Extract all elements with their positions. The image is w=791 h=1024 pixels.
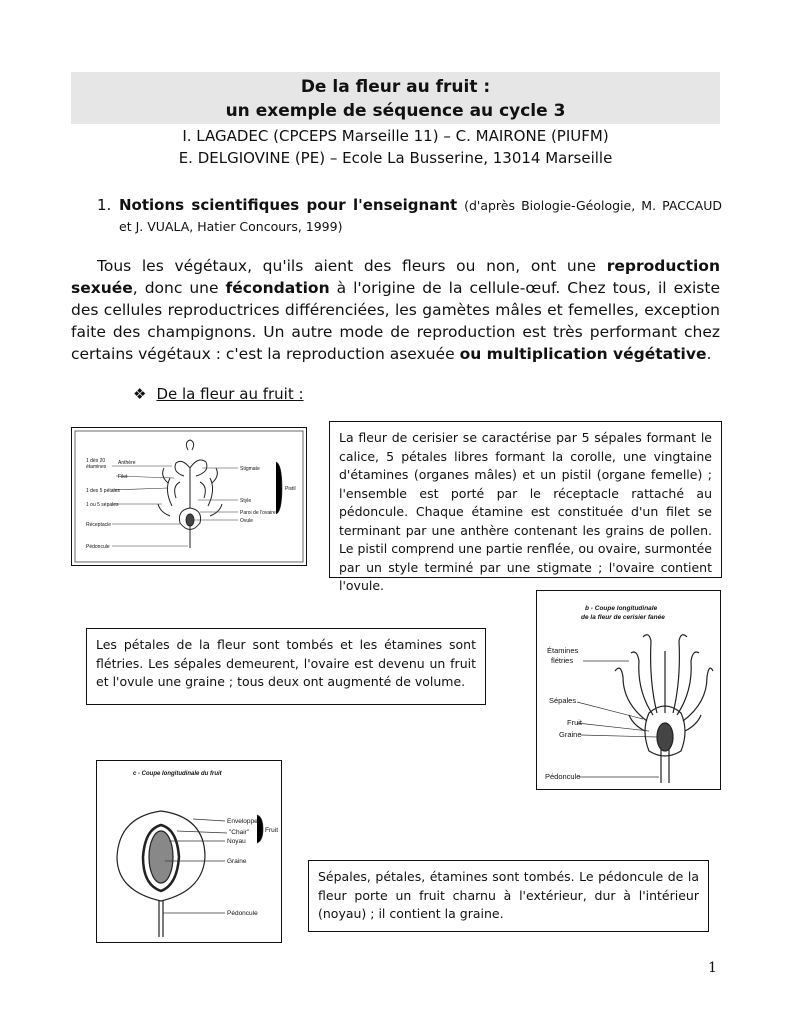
authors-line1: I. LAGADEC (CPCEPS Marseille 11) – C. MAIRONE (PIUFM)	[182, 127, 609, 145]
fig-a-label-petales: 1 des 5 pétales	[86, 488, 120, 494]
fig-a-label-paroi: Paroi de l'ovaire	[240, 510, 276, 516]
fig-a-label-pedoncule: Pédoncule	[86, 544, 110, 550]
fruit-section-drawing	[97, 761, 281, 942]
page-title-line2: un exemple de séquence au cycle 3	[225, 101, 566, 121]
fig-a-label-pistil: Pistil	[285, 486, 296, 492]
fig-b-label-fruit: Fruit	[567, 718, 582, 727]
text-box-fruit-content: Sépales, pétales, étamines sont tombés. Le pédoncule de la fleur porte un fruit charnu à l'extérieur, dur à l'intérieur (noyau) ; il contient la graine.	[318, 869, 699, 921]
intro-text-2: , donc une	[132, 279, 226, 297]
fig-c-label-noyau: Noyau	[227, 838, 246, 845]
fig-a-label-stigmate: Stigmate	[240, 466, 260, 472]
text-box-faded-flower	[86, 628, 486, 705]
intro-text-3: à l'origine de la cellule-œuf. Chez tous, il existe des cellules reproductrices différenciées, les gamètes mâles et femelles, exception faite des champignons. Un autre mode de reproduction est très performant chez certains végétaux : c'est la reproduction asexuée	[71, 279, 721, 363]
fig-b-label-sepales: Sépales	[549, 696, 577, 705]
subheading-text: De la fleur au fruit :	[156, 385, 304, 403]
title-box	[71, 72, 720, 124]
flower-section-drawing	[72, 428, 306, 565]
fig-c-label-fruit: Fruit	[265, 827, 278, 834]
authors	[71, 125, 720, 169]
fig-c-title: c - Coupe longitudinale du fruit	[133, 771, 222, 777]
fig-a-label-etamines: 1 dès 20	[86, 458, 106, 464]
fig-a-label-ovule: Ovule	[240, 518, 254, 524]
section1-reference: (d'après Biologie-Géologie, M. PACCAUD et J. VUALA, Hatier Concours, 1999)	[119, 198, 722, 234]
fig-b-label-fletries: flétries	[551, 656, 574, 665]
faded-flower-drawing	[537, 591, 720, 789]
fig-b-label-pedoncule: Pédoncule	[545, 772, 581, 781]
diamond-bullet-icon: ❖	[133, 385, 147, 403]
fig-a-label-anthere: Anthère	[118, 460, 136, 466]
fig-a-label-sepales: 1 ou 5 sépales	[86, 502, 119, 508]
section1-number: 1.	[97, 196, 112, 214]
intro-text-4: .	[706, 345, 712, 363]
fig-b-label-graine: Graine	[559, 730, 582, 739]
figure-faded-flower	[536, 590, 721, 790]
authors-line2: E. DELGIOVINE (PE) – Ecole La Busserine, 13014 Marseille	[178, 149, 613, 167]
intro-bold-2: fécondation	[225, 279, 330, 297]
text-box-flower-content: La fleur de cerisier se caractérise par 5 sépales formant le calice, 5 pétales libres formant la corolle, une vingtaine d'étamines (organes mâles) et un pistil (organe femelle) ; l'ensemble est porté par le réceptacle rattaché au pédoncule. Chaque étamine est constituée d'un filet se terminant par une anthère contenant les grains de pollen. Le pistil comprend une partie renflée, ou ovaire, surmontée par un style terminé par une stigmate ; l'ovaire contient l'ovule.	[339, 430, 712, 593]
fig-c-label-chair: "Chair"	[229, 829, 250, 836]
fig-b-title-1: b - Coupe longitudinale	[585, 605, 658, 612]
fig-a-label-etamines2: étamines	[86, 464, 107, 470]
figure-fruit-section	[96, 760, 282, 943]
figure-flower-section	[71, 427, 307, 566]
intro-paragraph	[71, 255, 720, 365]
text-box-faded-flower-content: Les pétales de la fleur sont tombés et les étamines sont flétries. Les sépales demeurent, l'ovaire est devenu un fruit et l'ovule une graine ; tous deux ont augmenté de volume.	[96, 637, 476, 689]
fig-a-label-filet: Filet	[118, 474, 128, 480]
fig-a-label-receptacle: Réceptacle	[86, 522, 112, 528]
fig-c-label-graine: Graine	[227, 858, 247, 865]
fig-b-title-2: de la fleur de cerisier fanée	[581, 614, 665, 621]
section1-title: Notions scientifiques pour l'enseignant	[119, 196, 458, 214]
fig-b-label-etamines: Étamines	[547, 646, 579, 655]
page-title-line1: De la fleur au fruit :	[300, 77, 491, 97]
text-box-flower	[329, 421, 722, 593]
intro-text-1: Tous les végétaux, qu'ils aient des fleurs ou non, ont une	[97, 257, 607, 275]
intro-bold-1: reproduction sexuée	[71, 257, 720, 297]
intro-bold-3: ou multiplication végétative	[459, 345, 707, 363]
text-box-fruit	[308, 860, 709, 932]
fig-a-label-style: Style	[240, 498, 252, 504]
subheading	[133, 384, 304, 404]
fig-c-label-pedoncule: Pédoncule	[227, 910, 258, 917]
page-number: 1	[708, 960, 717, 976]
fig-c-label-enveloppe: Enveloppe	[227, 818, 258, 825]
section1-heading	[97, 195, 722, 237]
